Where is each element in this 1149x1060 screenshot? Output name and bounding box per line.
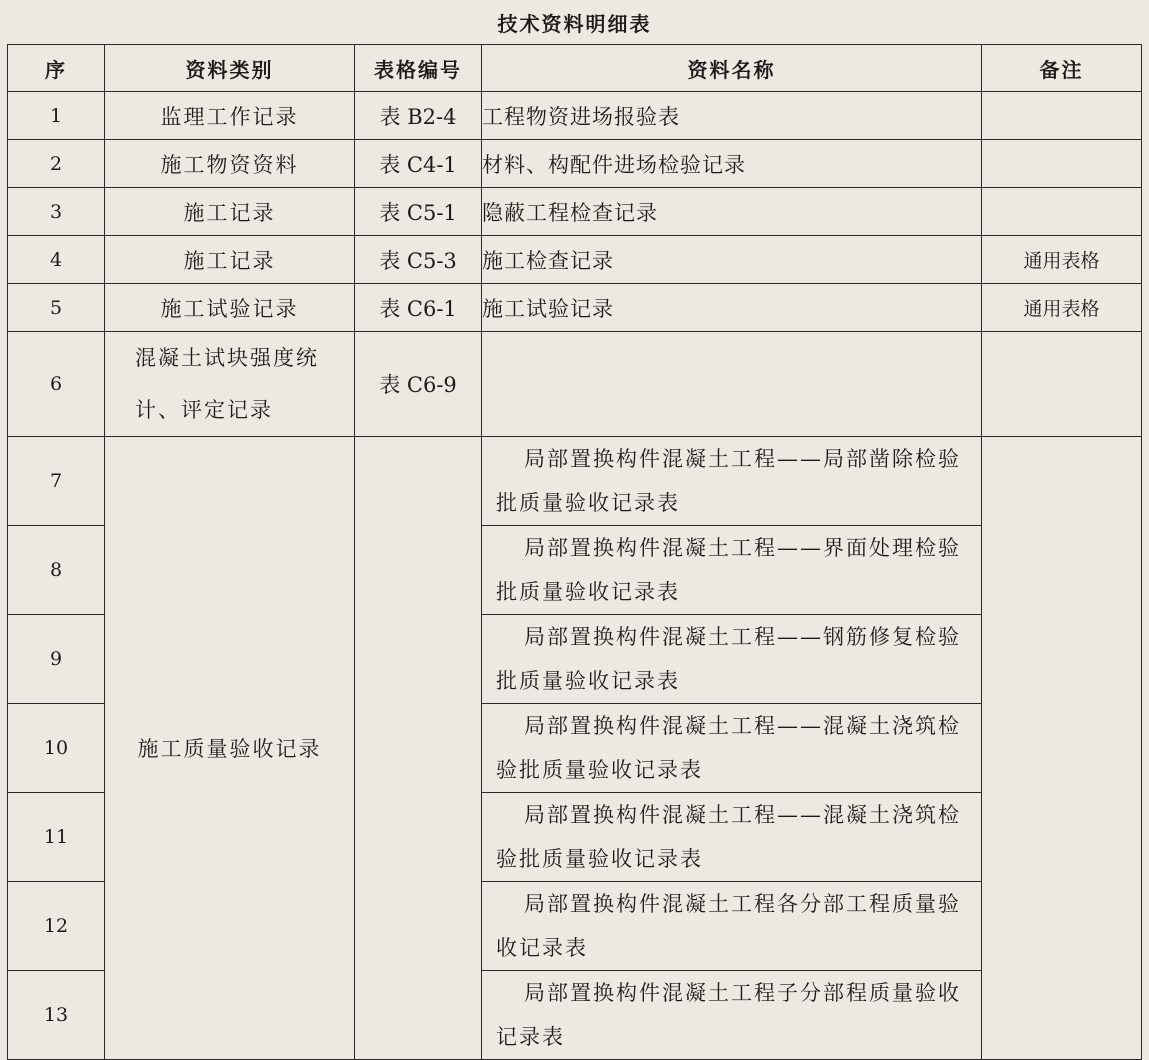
row-name bbox=[482, 332, 982, 437]
row-number: 5 bbox=[8, 284, 105, 332]
row-code: 表 C4-1 bbox=[355, 140, 482, 188]
row-number: 8 bbox=[8, 526, 105, 615]
row-number: 2 bbox=[8, 140, 105, 188]
row-number: 4 bbox=[8, 236, 105, 284]
row-note bbox=[982, 332, 1142, 437]
table-row bbox=[8, 188, 1142, 236]
row-name: 局部置换构件混凝土工程各分部工程质量验收记录表 bbox=[482, 882, 982, 971]
row-category: 施工记录 bbox=[105, 236, 355, 284]
row-number: 1 bbox=[8, 92, 105, 140]
row-name: 局部置换构件混凝土工程——混凝土浇筑检验批质量验收记录表 bbox=[482, 793, 982, 882]
row-name: 工程物资进场报验表 bbox=[482, 92, 982, 140]
row-category-merged: 施工质量验收记录 bbox=[105, 437, 355, 1060]
table-row bbox=[8, 437, 1142, 526]
row-number: 9 bbox=[8, 615, 105, 704]
row-number: 12 bbox=[8, 882, 105, 971]
table-row bbox=[8, 332, 1142, 437]
table-header-row bbox=[8, 45, 1142, 92]
header-category: 资料类别 bbox=[105, 45, 355, 92]
row-note-merged bbox=[982, 437, 1142, 1060]
technical-data-table bbox=[7, 44, 1142, 1060]
row-number: 7 bbox=[8, 437, 105, 526]
row-note bbox=[982, 188, 1142, 236]
row-name: 局部置换构件混凝土工程——钢筋修复检验批质量验收记录表 bbox=[482, 615, 982, 704]
row-number: 11 bbox=[8, 793, 105, 882]
row-number: 3 bbox=[8, 188, 105, 236]
row-number: 13 bbox=[8, 971, 105, 1060]
row-code: 表 C6-1 bbox=[355, 284, 482, 332]
row-category: 混凝土试块强度统计、评定记录 bbox=[105, 332, 355, 437]
row-code: 表 C5-3 bbox=[355, 236, 482, 284]
row-name: 局部置换构件混凝土工程——局部凿除检验批质量验收记录表 bbox=[482, 437, 982, 526]
row-name: 材料、构配件进场检验记录 bbox=[482, 140, 982, 188]
row-code: 表 C6-9 bbox=[355, 332, 482, 437]
row-name: 施工试验记录 bbox=[482, 284, 982, 332]
row-note bbox=[982, 92, 1142, 140]
row-code: 表 C5-1 bbox=[355, 188, 482, 236]
page-title: 技术资料明细表 bbox=[497, 12, 652, 36]
header-name: 资料名称 bbox=[482, 45, 982, 92]
header-no: 序 bbox=[8, 45, 105, 92]
header-code: 表格编号 bbox=[355, 45, 482, 92]
row-category: 施工试验记录 bbox=[105, 284, 355, 332]
table-row bbox=[8, 236, 1142, 284]
row-category: 施工记录 bbox=[105, 188, 355, 236]
row-code-merged bbox=[355, 437, 482, 1060]
row-note: 通用表格 bbox=[982, 284, 1142, 332]
table-row bbox=[8, 284, 1142, 332]
row-number: 10 bbox=[8, 704, 105, 793]
table-row bbox=[8, 92, 1142, 140]
row-name: 局部置换构件混凝土工程子分部程质量验收记录表 bbox=[482, 971, 982, 1060]
row-number: 6 bbox=[8, 332, 105, 437]
row-category: 监理工作记录 bbox=[105, 92, 355, 140]
row-note: 通用表格 bbox=[982, 236, 1142, 284]
header-note: 备注 bbox=[982, 45, 1142, 92]
row-category: 施工物资资料 bbox=[105, 140, 355, 188]
row-name: 施工检查记录 bbox=[482, 236, 982, 284]
row-name: 局部置换构件混凝土工程——混凝土浇筑检验批质量验收记录表 bbox=[482, 704, 982, 793]
row-code: 表 B2-4 bbox=[355, 92, 482, 140]
row-name: 局部置换构件混凝土工程——界面处理检验批质量验收记录表 bbox=[482, 526, 982, 615]
row-note bbox=[982, 140, 1142, 188]
table-row bbox=[8, 140, 1142, 188]
row-name: 隐蔽工程检查记录 bbox=[482, 188, 982, 236]
